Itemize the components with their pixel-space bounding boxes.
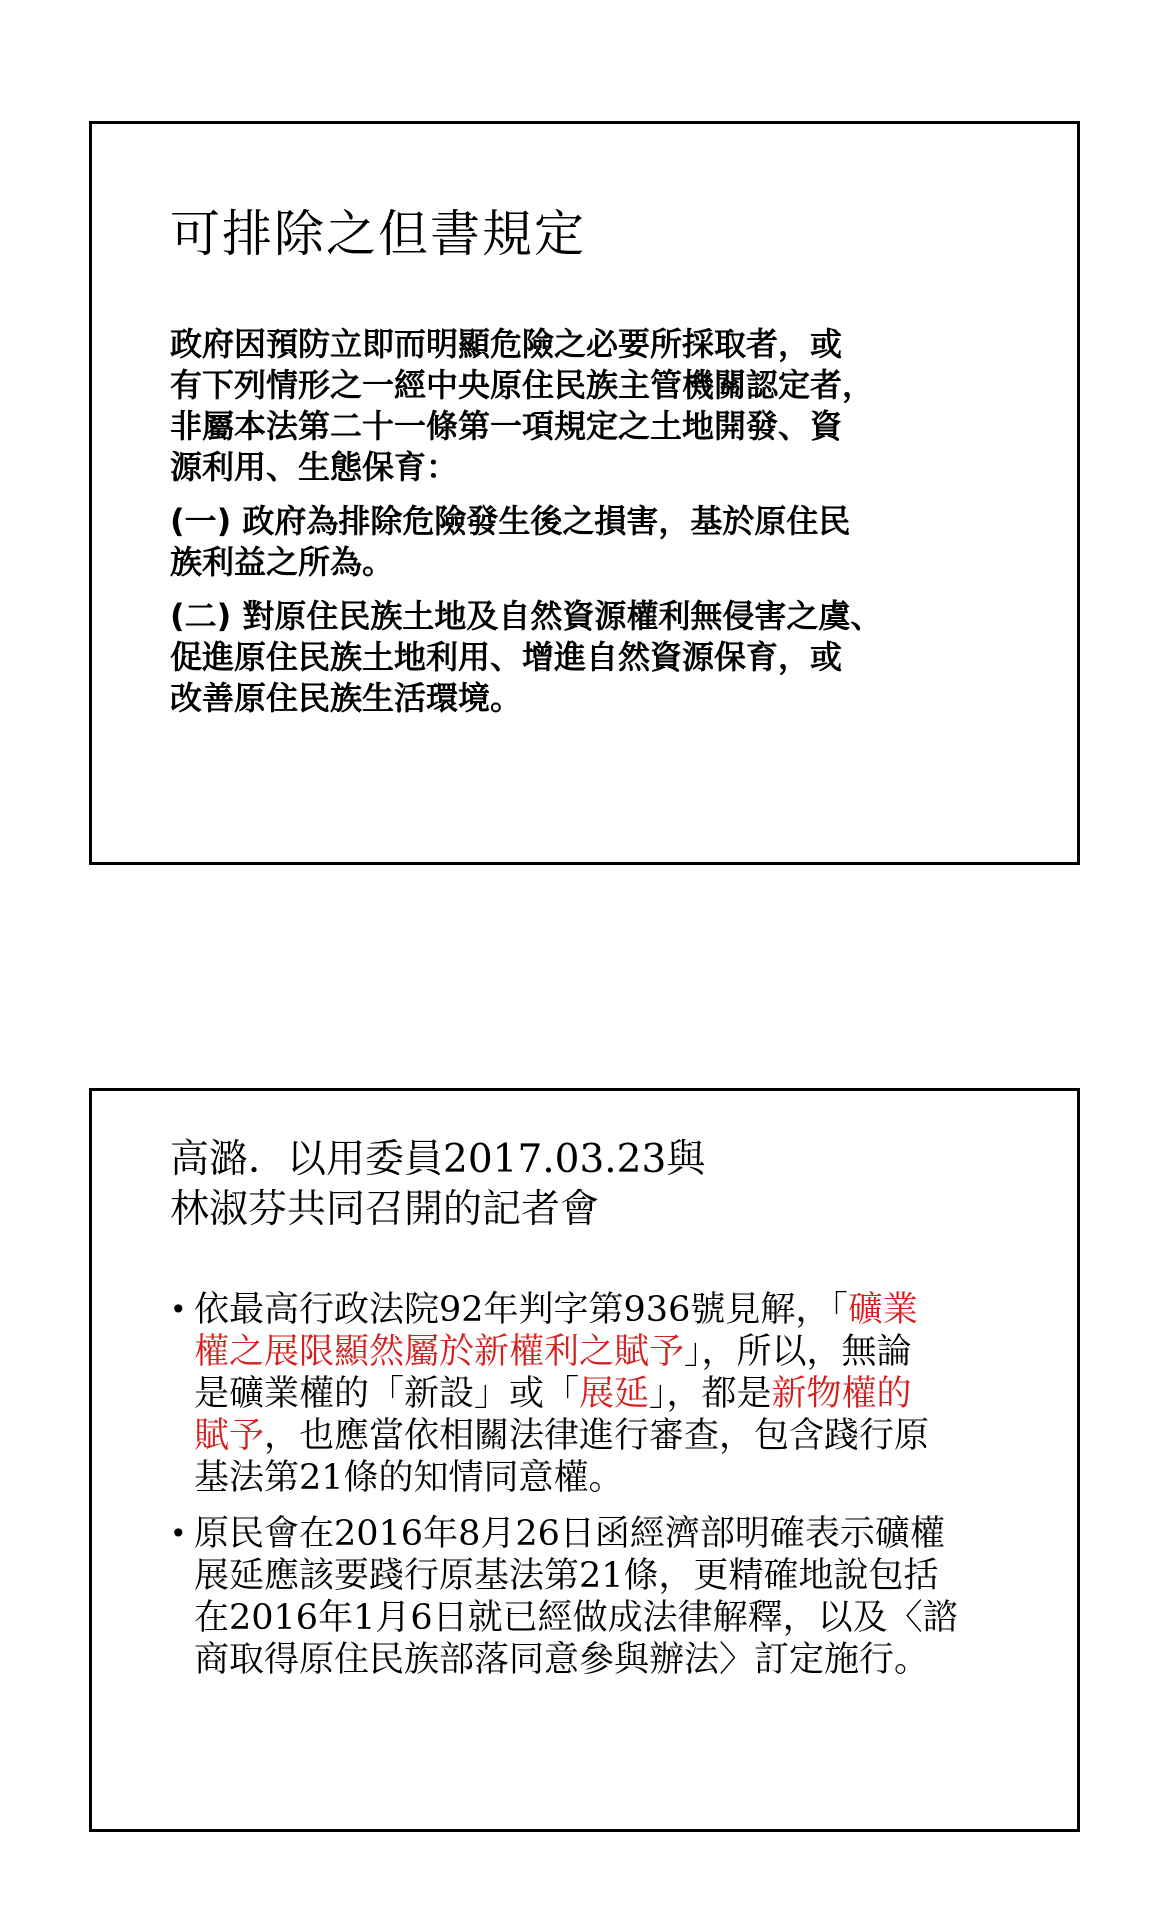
highlight-run: 權之展限顯然屬於新權利之賦予 xyxy=(194,1332,685,1372)
highlight-run: 新物權的 xyxy=(771,1374,912,1414)
text-run: 」，都是 xyxy=(649,1374,772,1414)
slide-2 xyxy=(89,1088,1080,1832)
bullet-line: 商取得原住民族部落同意參與辦法〉訂定施行。 xyxy=(194,1640,930,1680)
bullet-item-1 xyxy=(170,1289,1050,1499)
item-2-line: 改善原住民族生活環境。 xyxy=(170,679,523,717)
intro-paragraph xyxy=(170,324,1030,488)
text-run: 」，所以，無論 xyxy=(684,1332,912,1372)
bullet-list xyxy=(170,1289,1050,1695)
title-line: 高潞．以用委員2017.03.23與 xyxy=(170,1137,706,1182)
item-2-line: (二) 對原住民族土地及自然資源權利無侵害之虞、 xyxy=(170,597,883,635)
bullet-line xyxy=(194,1373,1050,1415)
slide-1-body xyxy=(170,324,1030,732)
title-line: 林淑芬共同召開的記者會 xyxy=(170,1187,600,1232)
item-2-paragraph xyxy=(170,596,1030,719)
item-1-line: (一) 政府為排除危險發生後之損害，基於原住民 xyxy=(170,502,851,540)
item-2-line: 促進原住民族土地利用、增進自然資源保育，或 xyxy=(170,638,843,676)
bullet-line xyxy=(194,1289,1050,1331)
bullet-line xyxy=(194,1331,1050,1373)
bullet-line: 展延應該要踐行原基法第21條，更精確地說包括 xyxy=(194,1556,939,1596)
bullet-line: 在2016年1月6日就已經做成法律解釋，以及〈諮 xyxy=(194,1598,958,1638)
bullet-line xyxy=(194,1415,1050,1457)
bullet-item-2 xyxy=(170,1513,1050,1681)
highlight-run: 礦業 xyxy=(847,1290,918,1330)
intro-line: 源利用、生態保育： xyxy=(170,448,459,486)
bullet-icon: • xyxy=(170,1517,187,1550)
slide-2-title xyxy=(170,1135,705,1235)
highlight-run: 展延 xyxy=(579,1374,650,1414)
bullet-line: 原民會在2016年8月26日函經濟部明確表示礦權 xyxy=(194,1514,945,1554)
text-run: ，也應當依相關法律進行審查，包含踐行原 xyxy=(264,1416,930,1456)
slide-1 xyxy=(89,121,1080,865)
item-1-paragraph xyxy=(170,501,1030,583)
intro-line: 政府因預防立即而明顯危險之必要所採取者，或 xyxy=(170,325,843,363)
slide-1-title: 可排除之但書規定 xyxy=(170,205,586,263)
item-1-line: 族利益之所為。 xyxy=(170,543,395,581)
intro-line: 非屬本法第二十一條第一項規定之土地開發、資 xyxy=(170,407,843,445)
text-run: 是礦業權的「新設」或「 xyxy=(194,1374,580,1414)
highlight-run: 賦予 xyxy=(194,1416,265,1456)
bullet-line: 基法第21條的知情同意權。 xyxy=(194,1458,624,1498)
text-run: 依最高行政法院92年判字第936號見解，「 xyxy=(194,1290,848,1330)
intro-line: 有下列情形之一經中央原住民族主管機關認定者， xyxy=(170,366,875,404)
bullet-icon: • xyxy=(170,1293,187,1326)
